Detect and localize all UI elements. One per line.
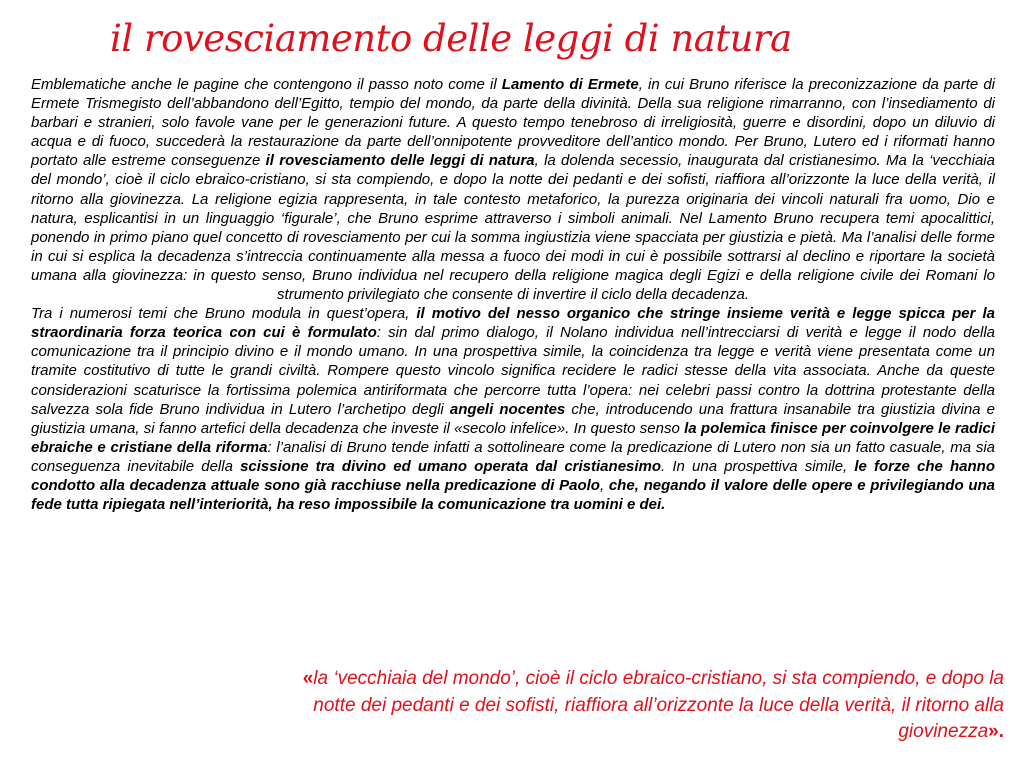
text-run: : sin dal primo dialogo, il Nolano individua nell’intrecciarsi di verità e legge il nodo della comunicazione tra il principio divino e il mondo umano. In una prospettiva simile, la coincidenza tra legge e verità viene presentata come un tramite costitutivo di tutte le grandi civiltà. Rompere questo vincolo significa recidere le radici stesse della vita associata. Anche da queste considerazioni scaturisce la fortissima polemica antiriformata che percorre tutta l’opera: nei celebri passi contro la dottrina protestante della salvezza sola fide Bruno individua in Lutero l’archetipo degli: [31, 324, 995, 418]
quote-text: la ‘vecchiaia del mondo’, cioè il ciclo ebraico-cristiano, si sta compiendo, e dopo la notte dei pedanti e dei sofisti, riaffiora all’orizzonte la luce della verità, il ritorno alla giovinezza: [313, 668, 1004, 742]
bold-run: angeli nocentes: [449, 400, 566, 418]
bold-run: la polemica finisce per coinvolgere le radici ebraiche e cristiane della riforma: [31, 419, 996, 456]
text-run: : l’analisi di Bruno tende infatti a sottolineare come la predicazione di Lutero non sia un fatto casuale, ma sia conseguenza inevitabile della: [31, 438, 995, 475]
bold-run: che, negando il valore delle opere e privilegiando una fede tutta ripiegata nell’interiorità, ha reso impossibile la comunicazione tra uomini e dei.: [31, 476, 995, 514]
slide-title: il rovesciamento delle leggi di natura: [110, 17, 792, 60]
highlight-quote: [300, 666, 1004, 746]
bold-run: Lamento di Ermete: [501, 76, 639, 93]
text-run: Tra i numerosi temi che Bruno modula in quest’opera,: [31, 305, 417, 323]
text-run: . In una prospettiva simile,: [661, 457, 855, 475]
bold-run: le forze che hanno condotto alla decadenza attuale sono già racchiuse nella predicazione di Paolo: [31, 457, 995, 494]
body-text: [31, 75, 995, 514]
quote-close-mark: ».: [988, 721, 1004, 742]
bold-run: il motivo del nesso organico che stringe insieme verità e legge spicca per la straordinaria forza teorica con cui è formulato: [31, 305, 995, 342]
text-run: Emblematiche anche le pagine che contengono il passo noto come il: [31, 76, 502, 93]
text-run: ,: [599, 476, 609, 494]
bold-run: scissione tra divino ed umano operata dal cristianesimo: [240, 457, 662, 475]
bold-run: il rovesciamento delle leggi di natura: [265, 152, 535, 170]
paragraph-lamento-di-ermete: [31, 75, 995, 304]
paragraph-verita-e-legge: [31, 304, 995, 514]
text-run: che, introducendo una frattura insanabile tra giustizia divina e giustizia umana, si fanno artefici della decadenza che investe il «secolo infelice». In questo senso: [31, 400, 996, 437]
text-run: , la dolenda secessio, inaugurata dal cristianesimo. Ma la ‘vecchiaia del mondo’, cioè il ciclo ebraico-cristiano, si sta compiendo, e dopo la notte dei pedanti e dei sofisti, riaffiora all’orizzonte la luce della verità, il ritorno alla giovinezza. La religione egizia rappresenta, in tale contesto metaforico, la purezza originaria dei vincoli naturali fra uomo, Dio e natura, esplicantisi in un linguaggio ‘figurale’, che Bruno esprime attraverso i simboli animali. Nel Lamento Bruno recupera temi apocalittici, ponendo in primo piano quel concetto di rovesciamento per cui la somma ingiustizia viene spacciata per giustizia e pietà. Ma l’analisi delle forme in cui si esplica la decadenza s’intreccia continuamente alla messa a fuoco dei modi in cui è possibile sottrarsi al declino e riportare la società umana alla giovinezza: in questo senso, Bruno individua nel recupero della religione magica degli Egizi e della religione civile dei Romani lo strumento privilegiato che consente di invertire il ciclo della decadenza.: [31, 152, 995, 304]
quote-open-mark: «: [302, 668, 314, 689]
text-run: , in cui Bruno riferisce la preconizzazione da parte di Ermete Trismegisto dell’abbandono dell’Egitto, tempio del mondo, da parte della divinità. Della sua religione rimarranno, con l’insediamento di barbari e stranieri, solo favole vane per le generazioni future. A questo tempo tenebroso di irreligiosità, guerre e disordini, dopo un diluvio di acqua e di fuoco, succederà la restaurazione da parte dell’onnipotente provveditore dell’antico mondo. Per Bruno, Lutero ed i riformati hanno portato alle estreme conseguenze: [31, 76, 995, 170]
